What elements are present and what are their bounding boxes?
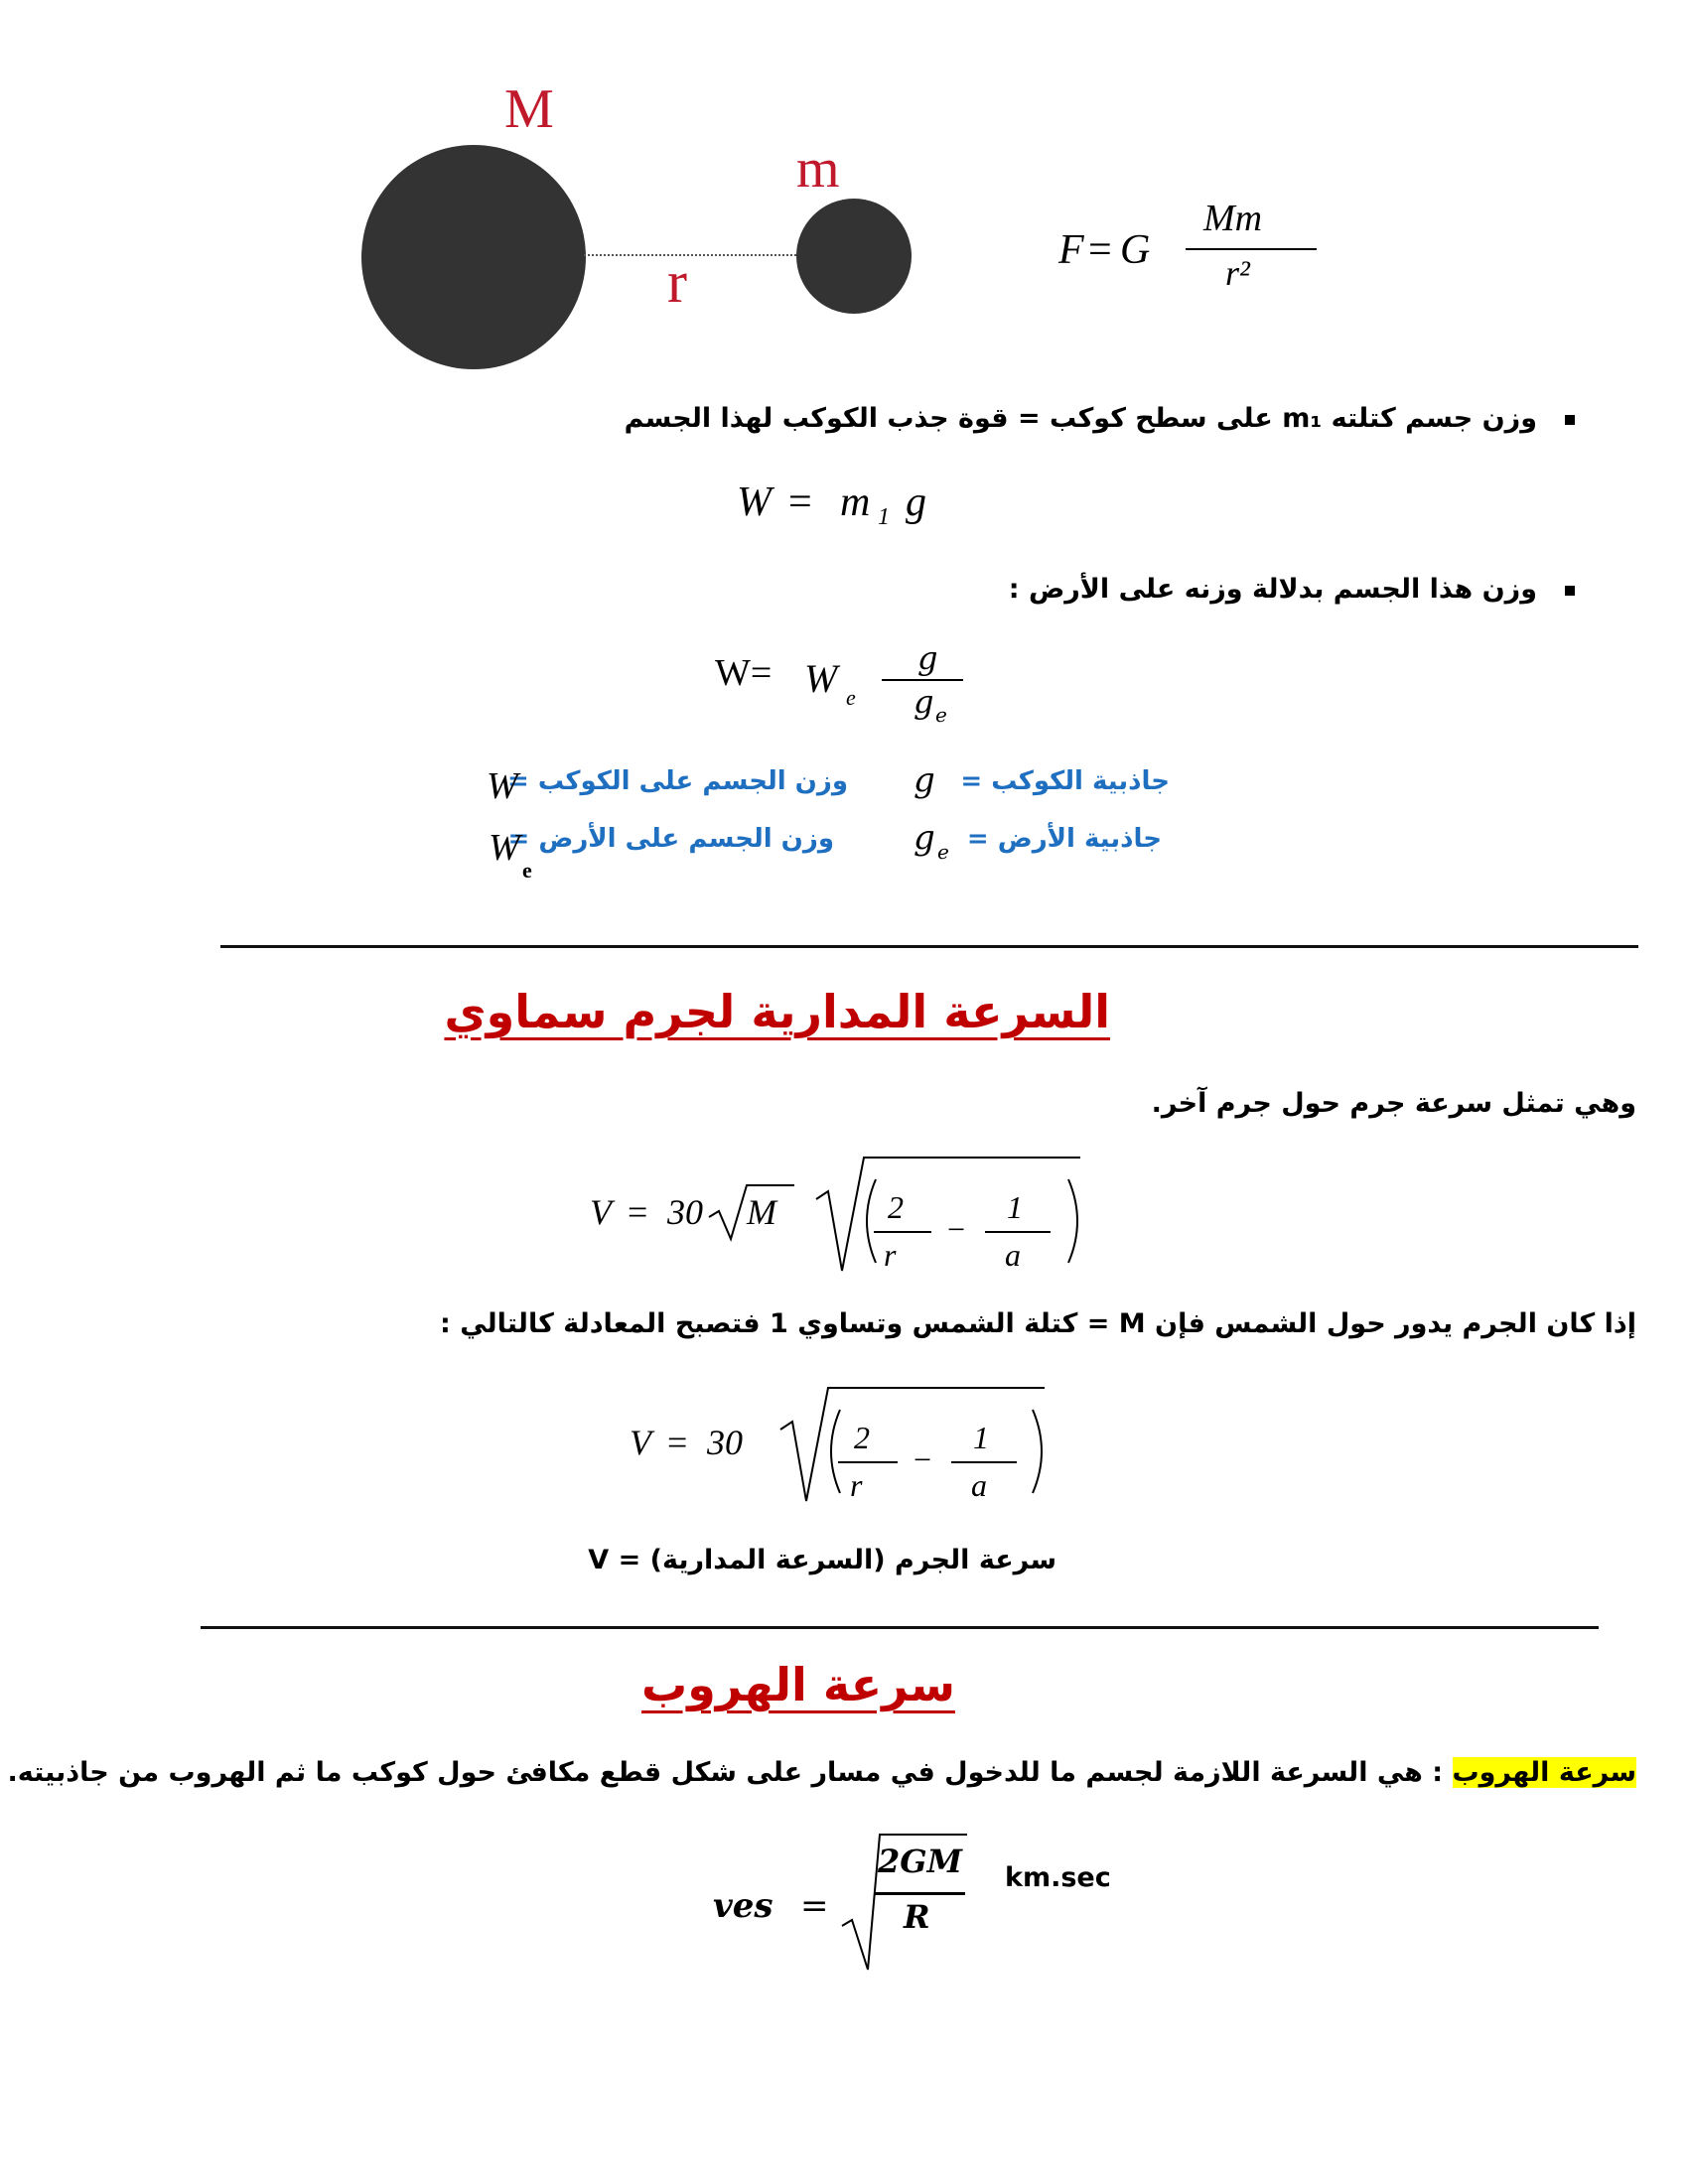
legend-planet-gravity-symbol: g	[914, 760, 935, 800]
legend-earth-weight: وزن الجسم على الأرض =	[507, 824, 834, 854]
minus-sign: −	[914, 1441, 932, 1477]
fraction-bar	[874, 1892, 965, 1895]
small-mass-circle	[796, 199, 912, 314]
section-divider	[220, 945, 1638, 948]
fraction-numerator: 1	[973, 1420, 989, 1455]
escape-unit: km.sec	[1005, 1862, 1111, 1893]
fraction-bar	[838, 1461, 898, 1463]
weight-bullet-2: وزن هذا الجسم بدلالة وزنه على الأرض :	[1008, 574, 1537, 605]
earth-weight-symbol: W	[804, 656, 838, 701]
force-symbol: F	[1058, 227, 1084, 273]
equals-sign: =	[667, 1423, 688, 1462]
fraction-bar	[985, 1231, 1051, 1233]
bullet-marker	[1565, 586, 1575, 596]
legend-planet-weight: وزن الجسم على الكوكب =	[507, 766, 848, 796]
orbital-definition: وهي تمثل سرعة جرم حول جرم آخر.	[1151, 1088, 1636, 1119]
legend-planet-weight-symbol: W	[487, 765, 518, 807]
velocity-definition: سرعة الجرم (السرعة المدارية) = V	[588, 1545, 1056, 1575]
fraction-bar	[1186, 248, 1317, 250]
legend-planet-gravity: جاذبية الكوكب =	[960, 766, 1170, 796]
velocity-symbol: V	[630, 1423, 651, 1462]
fraction-bar	[874, 1231, 931, 1233]
fraction-denominator: r	[850, 1467, 863, 1503]
orbital-velocity-title: السرعة المدارية لجرم سماوي	[444, 985, 1110, 1038]
distance-label: r	[667, 249, 687, 315]
fraction-denominator: a	[1005, 1237, 1021, 1273]
escape-definition	[7, 1757, 1636, 1788]
distance-line	[584, 254, 800, 256]
coefficient: 30	[707, 1423, 743, 1462]
coefficient: 30	[667, 1192, 703, 1232]
sun-condition-text: إذا كان الجرم يدور حول الشمس فإن M = كتلة الشمس وتساوي 1 فتصبح المعادلة كالتالي :	[440, 1308, 1636, 1339]
velocity-symbol: V	[590, 1192, 612, 1232]
fraction-numerator: 1	[1007, 1189, 1023, 1225]
escape-denominator: R	[904, 1898, 930, 1936]
escape-definition-text: : هي السرعة اللازمة لجسم ما للدخول في مسار على شكل قطع مكافئ حول كوكب ما ثم الهروب من جاذبيته.	[7, 1757, 1453, 1788]
weight-bullet-1: وزن جسم كتلته m₁ على سطح كوكب = قوة جذب الكوكب لهذا الجسم	[624, 403, 1537, 434]
fraction-numerator: Mm	[1203, 198, 1263, 239]
mass-subscript: 1	[878, 504, 890, 530]
weight-symbol: W	[737, 479, 772, 525]
fraction-numerator: 2	[854, 1420, 870, 1455]
fraction-denominator: r²	[1225, 253, 1250, 293]
legend-earth-gravity-subscript: e	[937, 840, 949, 864]
gravity-symbol: g	[906, 479, 926, 525]
mass-symbol: m	[840, 479, 871, 525]
fraction-denominator: r	[884, 1237, 897, 1273]
gravitational-constant: G	[1120, 227, 1151, 273]
earth-gravity-denominator: g	[914, 683, 934, 721]
equals-sign: =	[1088, 227, 1112, 273]
equals-sign: =	[628, 1192, 648, 1232]
small-mass-label: m	[796, 138, 840, 200]
planet-gravity-numerator: g	[917, 639, 938, 677]
escape-velocity-title: سرعة الهروب	[640, 1658, 955, 1711]
escape-velocity-symbol: ves	[713, 1886, 774, 1926]
fraction-bar	[882, 679, 963, 681]
bullet-marker	[1565, 415, 1575, 425]
highlighted-term: سرعة الهروب	[1452, 1757, 1636, 1788]
legend-earth-gravity: جاذبية الأرض =	[966, 824, 1162, 854]
fraction-denominator: a	[971, 1467, 987, 1503]
big-mass-circle	[361, 145, 586, 369]
big-mass-label: M	[504, 78, 554, 140]
equals-sign: =	[800, 1886, 829, 1926]
minus-sign: −	[947, 1211, 966, 1247]
square-root-sign	[778, 1382, 1047, 1505]
legend-earth-gravity-symbol: g	[914, 818, 935, 858]
section-divider	[201, 1626, 1599, 1629]
earth-gravity-subscript: e	[935, 703, 947, 727]
legend-earth-weight-subscript: e	[522, 858, 532, 883]
escape-numerator: 2GM	[878, 1843, 963, 1880]
earth-weight-subscript: e	[846, 685, 856, 710]
weight-lhs: W=	[715, 652, 773, 694]
fraction-bar	[951, 1461, 1017, 1463]
fraction-numerator: 2	[888, 1189, 904, 1225]
mass-under-root: M	[747, 1192, 776, 1232]
legend-earth-weight-symbol: W	[489, 827, 520, 869]
equals-sign: =	[788, 479, 812, 525]
